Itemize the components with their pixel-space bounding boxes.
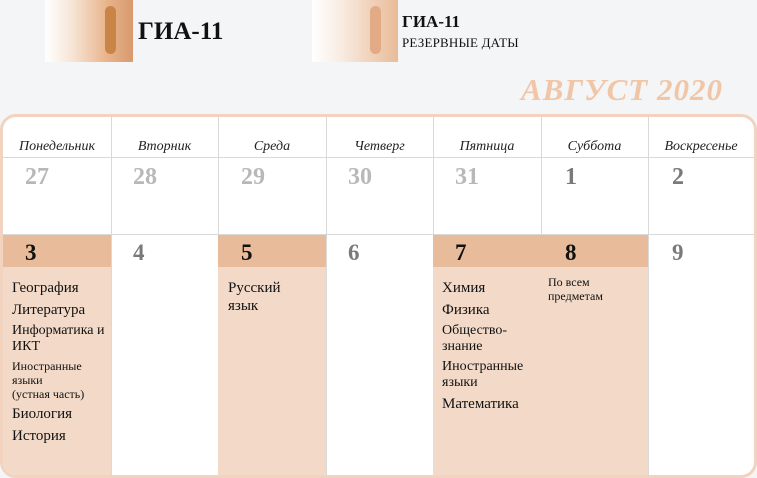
exam-subject: Иностранные языки: [442, 359, 524, 390]
day-header-bar: [3, 235, 111, 267]
day-number: 8: [565, 240, 577, 265]
weekday-tuesday: Вторник: [111, 117, 218, 158]
day-header-bar: [541, 235, 648, 267]
day-number: 29: [241, 164, 265, 190]
column-friday: [433, 117, 542, 475]
exam-subject: По всем предметам: [548, 275, 603, 303]
day-cell[interactable]: [648, 235, 754, 475]
day-number: 27: [25, 164, 49, 190]
day-cell[interactable]: [541, 158, 648, 235]
exam-list: [12, 279, 109, 449]
exam-subject: История: [12, 428, 66, 444]
day-cell[interactable]: [3, 158, 111, 235]
column-thursday: [326, 117, 434, 475]
day-cell[interactable]: [326, 235, 433, 475]
day-number: 4: [133, 240, 145, 265]
day-cell[interactable]: [648, 158, 754, 235]
legend-reserve: [312, 0, 712, 62]
day-cell-exam[interactable]: [541, 235, 648, 475]
day-cell[interactable]: [433, 158, 541, 235]
column-saturday: [541, 117, 649, 475]
column-tuesday: [111, 117, 219, 475]
day-number: 28: [133, 164, 157, 190]
day-cell[interactable]: [111, 235, 218, 475]
day-header-bar: [433, 235, 541, 267]
column-wednesday: [218, 117, 327, 475]
exam-subject: Общество-знание: [442, 323, 508, 354]
exam-subject: Иностранные языки: [12, 359, 82, 387]
legend-reserve-sub: РЕЗЕРВНЫЕ ДАТЫ: [402, 35, 519, 50]
day-number: 6: [348, 240, 360, 265]
day-cell[interactable]: [326, 158, 433, 235]
exam-list: [548, 275, 618, 307]
column-sunday: [648, 117, 754, 475]
legend-reserve-swatch: [312, 0, 398, 62]
exam-subject: Химия: [442, 280, 486, 296]
column-monday: [3, 117, 112, 475]
day-cell-exam[interactable]: [218, 235, 326, 475]
exam-subject: Физика: [442, 302, 490, 318]
exam-subject: Русский язык: [228, 280, 281, 314]
legend-main: [45, 0, 345, 62]
day-number: 30: [348, 164, 372, 190]
exam-subject: Математика: [442, 396, 519, 412]
weekday-wednesday: Среда: [218, 117, 326, 158]
day-cell[interactable]: [111, 158, 218, 235]
day-cell-exam[interactable]: [3, 235, 111, 475]
day-number: 1: [565, 164, 577, 190]
weekday-monday: Понедельник: [3, 117, 111, 158]
exam-subject: География: [12, 280, 79, 296]
exam-subject: Биология: [12, 406, 73, 422]
day-number: 7: [455, 240, 467, 265]
exam-list: [228, 279, 296, 319]
day-cell[interactable]: [218, 158, 326, 235]
month-title: АВГУСТ 2020: [520, 72, 723, 107]
exam-list: [442, 279, 539, 417]
legend-main-marker: [105, 6, 116, 54]
exam-subject: Информатика и ИКТ: [12, 323, 105, 354]
exam-subject-note: (устная часть): [12, 387, 85, 401]
day-header-bar: [218, 235, 326, 267]
day-number: 31: [455, 164, 479, 190]
exam-subject: Литература: [12, 302, 86, 318]
legend-reserve-label: ГИА-11: [402, 12, 461, 31]
day-cell-exam[interactable]: [433, 235, 541, 475]
legend-reserve-marker: [370, 6, 381, 54]
weekday-saturday: Суббота: [541, 117, 648, 158]
weekday-sunday: Воскресенье: [648, 117, 754, 158]
day-number: 2: [672, 164, 684, 190]
day-number: 3: [25, 240, 37, 265]
weekday-thursday: Четверг: [326, 117, 433, 158]
day-number: 5: [241, 240, 253, 265]
weekday-friday: Пятница: [433, 117, 541, 158]
legend-main-swatch: [45, 0, 133, 62]
calendar-grid: [0, 114, 757, 478]
day-number: 9: [672, 240, 684, 265]
legend-main-label: ГИА-11: [138, 18, 224, 45]
